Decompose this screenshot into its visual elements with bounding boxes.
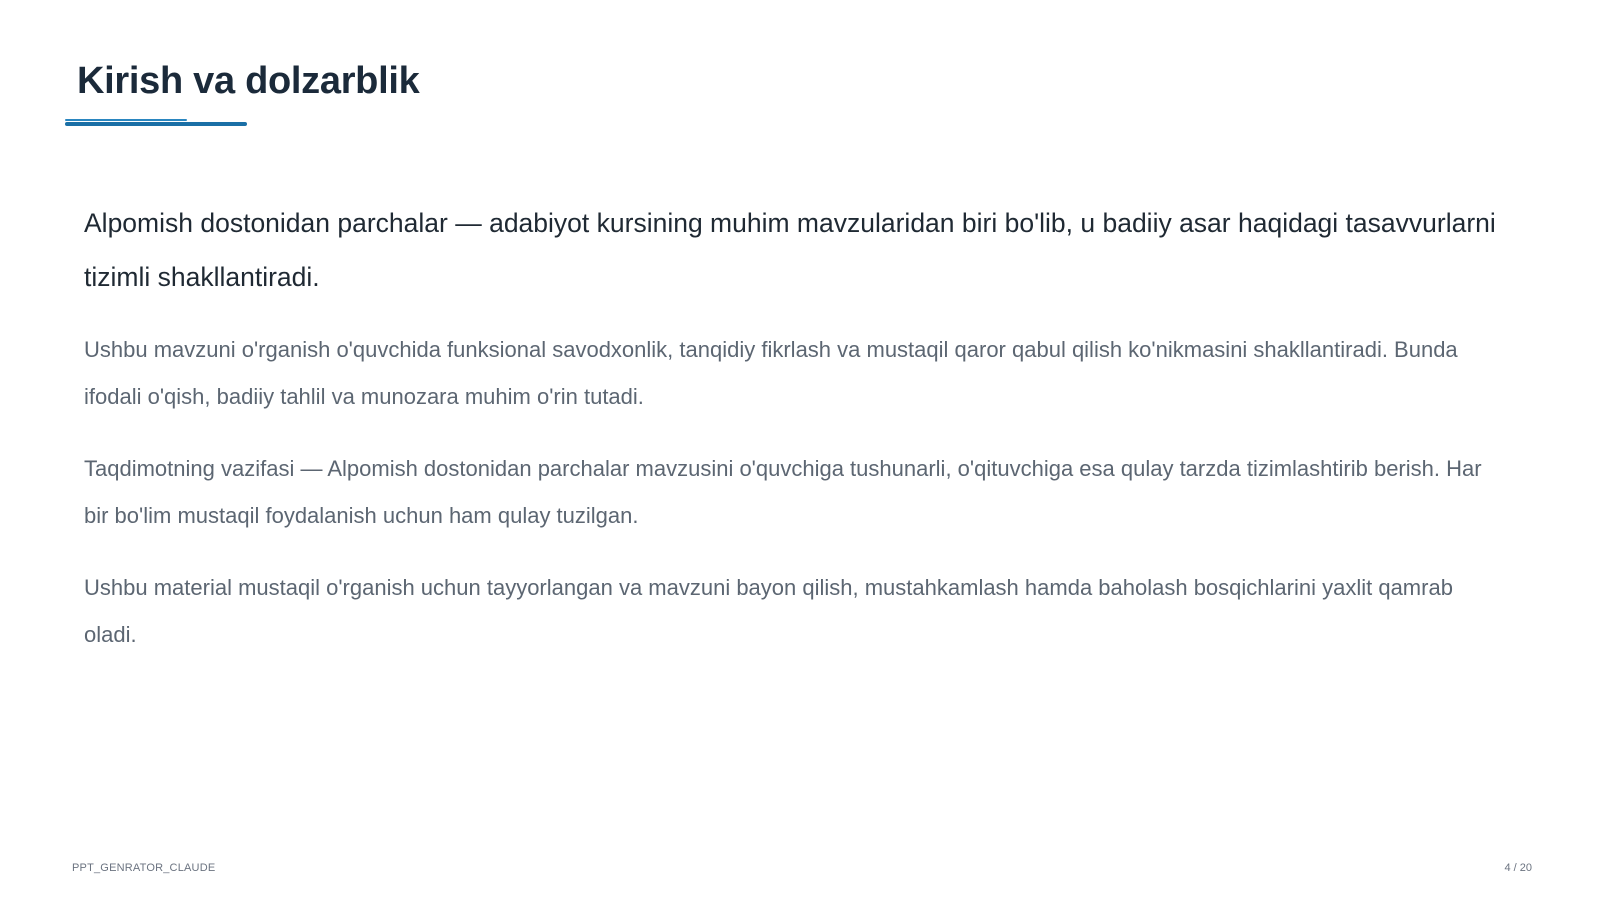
- body-paragraph-2: Taqdimotning vazifasi — Alpomish dostonidan parchalar mavzusini o'quvchiga tushunarli, o'qituvchiga esa qulay tarzda tizimlashtirib berish. Har bir bo'lim mustaqil foydalanish uchun ham qulay tuzilgan.: [84, 456, 1482, 528]
- title-underline-highlight: [65, 119, 187, 121]
- title-underline: [65, 122, 247, 126]
- body-paragraph-1: Ushbu mavzuni o'rganish o'quvchida funksional savodxonlik, tanqidiy fikrlash va mustaqil qaror qabul qilish ko'nikmasini shakllantiradi. Bunda ifodali o'qish, badiiy tahlil va munozara muhim o'rin tutadi.: [84, 337, 1458, 409]
- slide-title: Kirish va dolzarblik: [77, 60, 420, 102]
- body-paragraph-3: Ushbu material mustaqil o'rganish uchun tayyorlangan va mavzuni bayon qilish, mustahkamlash hamda baholash bosqichlarini yaxlit qamrab oladi.: [84, 575, 1453, 647]
- lead-paragraph: Alpomish dostonidan parchalar — adabiyot kursining muhim mavzularidan biri bo'lib, u badiiy asar haqidagi tasavvurlarni tizimli shakllantiradi.: [84, 208, 1496, 292]
- slide-content: [84, 196, 1504, 683]
- footer-brand: PPT_GENRATOR_CLAUDE: [72, 862, 216, 874]
- page-number: 4 / 20: [1504, 862, 1532, 874]
